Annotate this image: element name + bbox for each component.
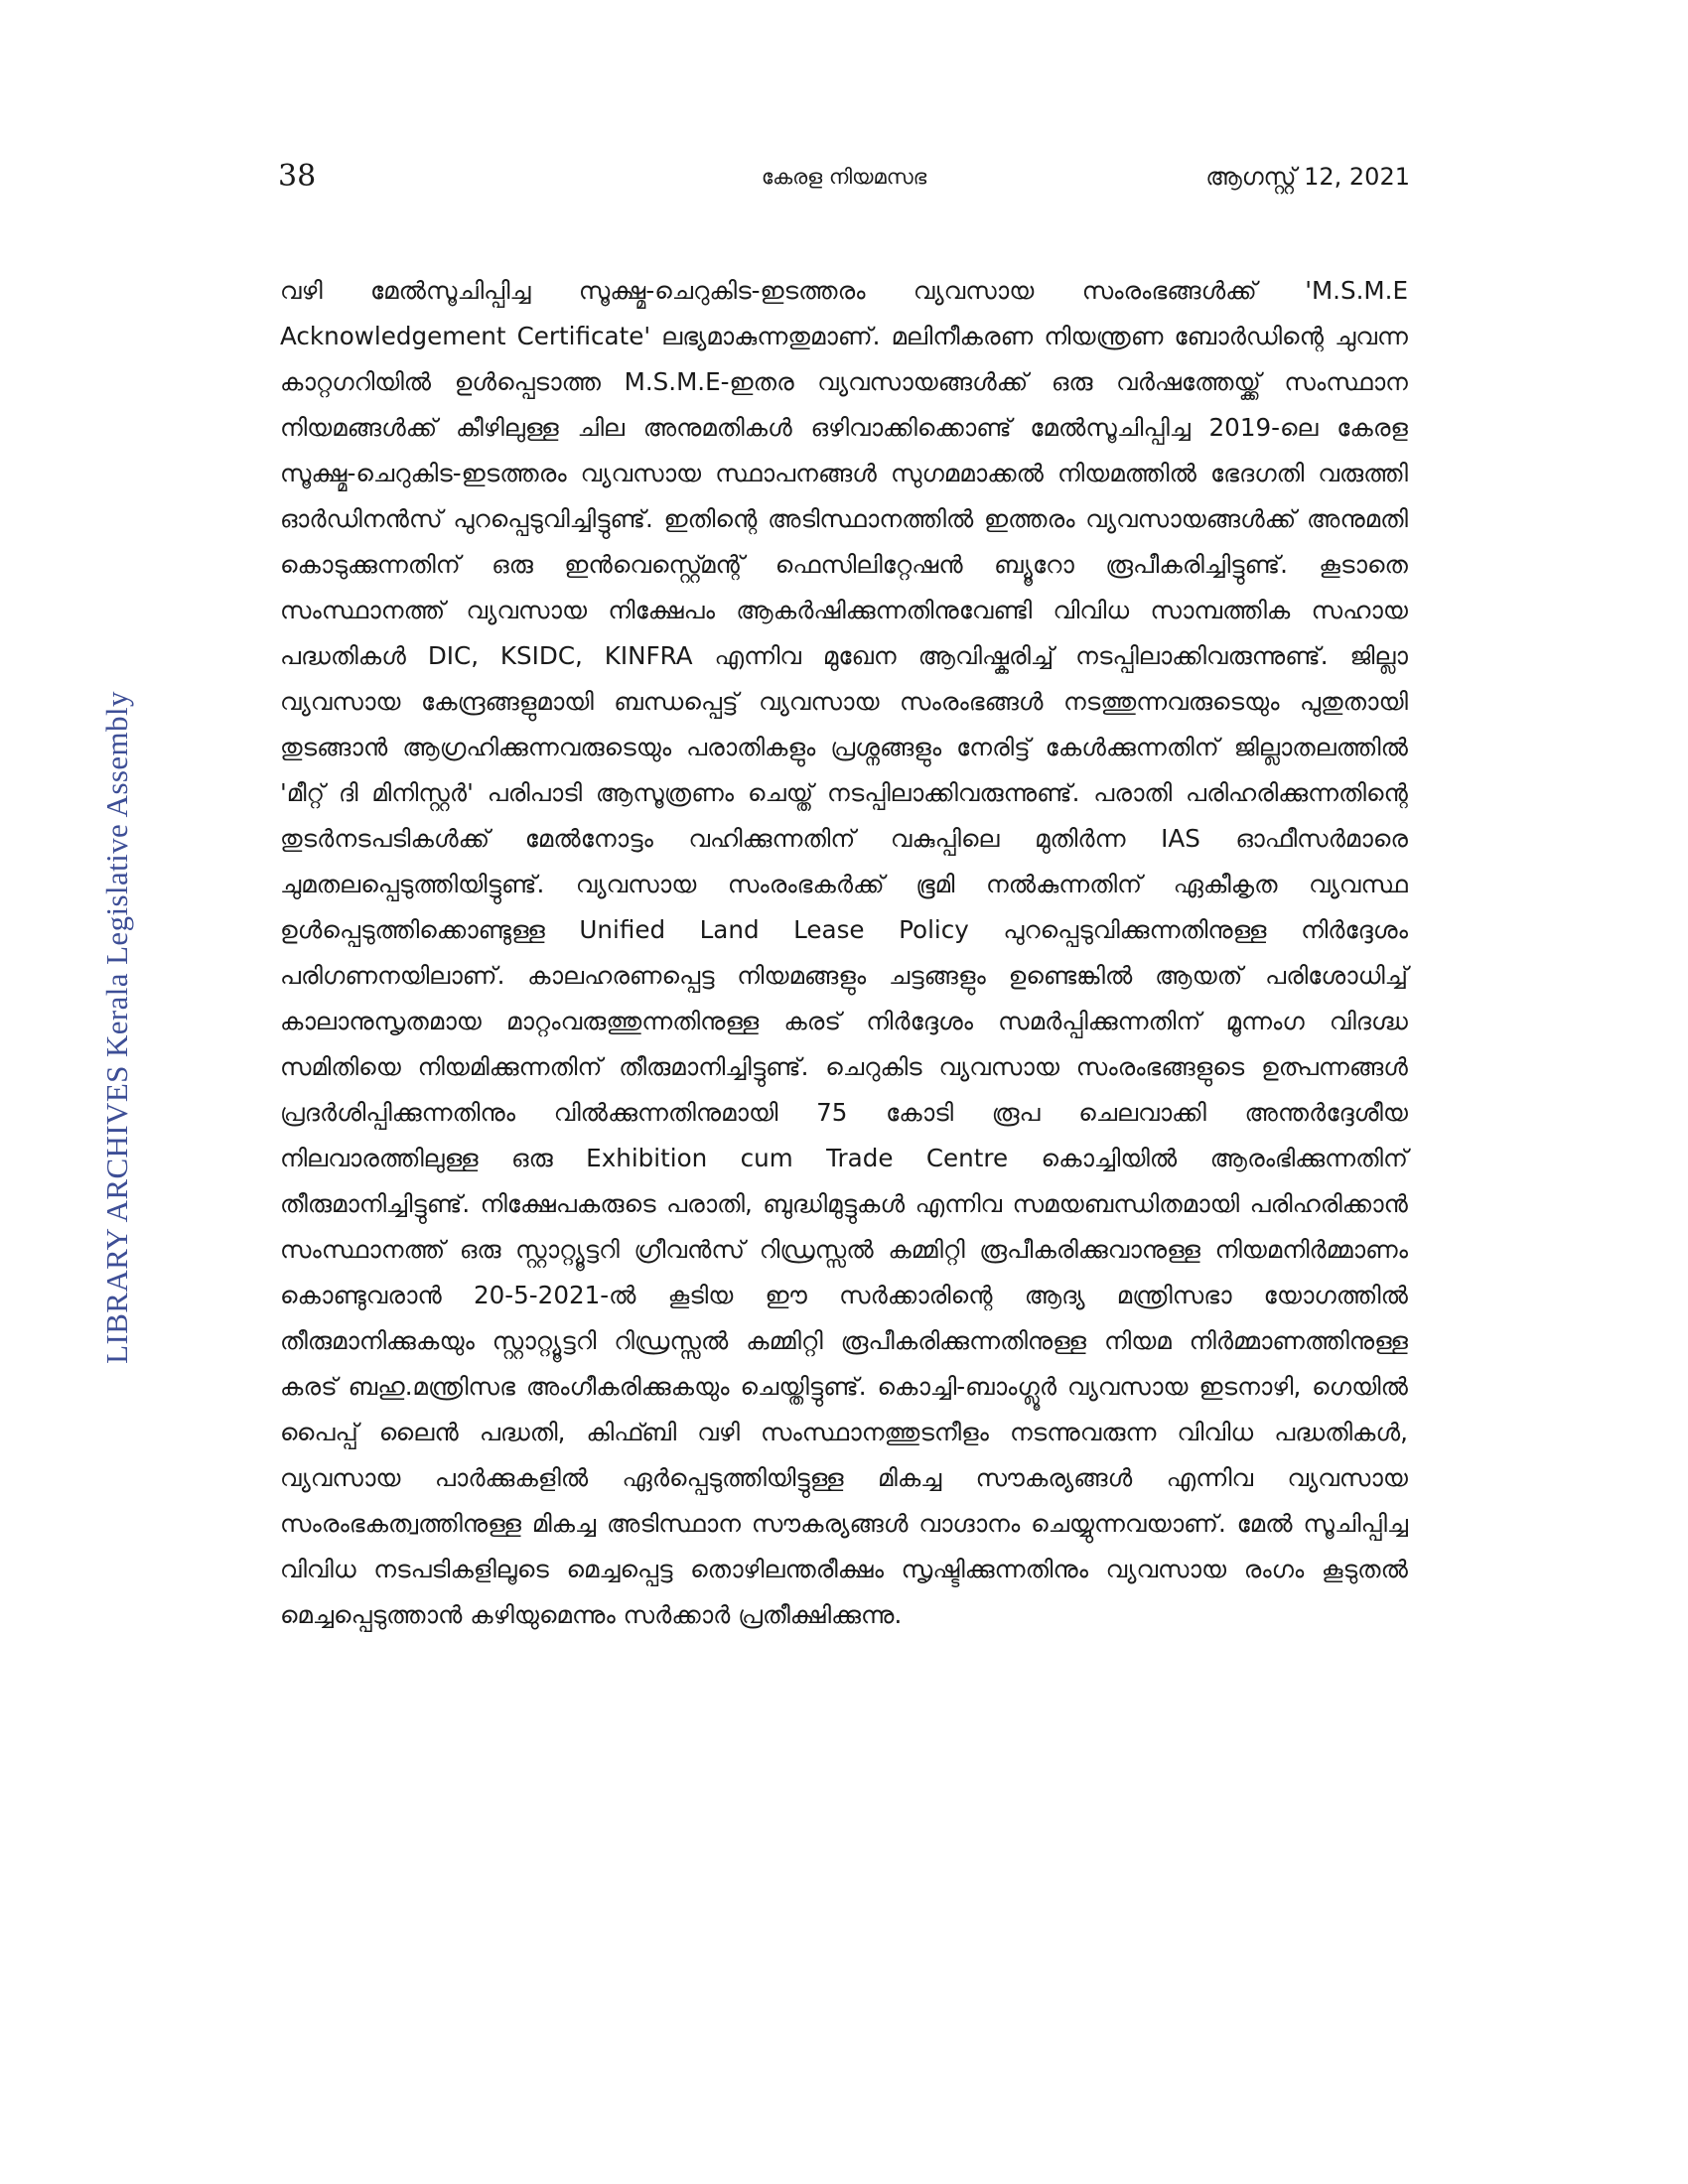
header-date: ആഗസ്റ്റ് 12, 2021 <box>1205 163 1410 191</box>
header-title: കേരള നിയമസഭ <box>761 165 927 189</box>
archive-watermark: LIBRARY ARCHIVES Kerala Legislative Assembly <box>99 691 134 1364</box>
body-paragraph: വഴി മേൽസൂചിപ്പിച്ച സൂക്ഷ്മ-ചെറുകിട-ഇടത്തരം വ്യവസായ സംരംഭങ്ങൾക്ക് 'M.S.M.E Acknowledgement Certificate' ലഭ്യമാകുന്നതുമാണ്. മലിനീകരണ നിയന്ത്രണ ബോർഡിന്റെ ചുവന്ന കാറ്റഗറിയിൽ ഉൾപ്പെടാത്ത M.S.M.E-ഇതര വ്യവസായങ്ങൾക്ക് ഒരു വർഷത്തേയ്ക്ക് സംസ്ഥാന നിയമങ്ങൾക്ക് കീഴിലുള്ള ചില അനുമതികൾ ഒഴിവാക്കിക്കൊണ്ട് മേൽസൂചിപ്പിച്ച 2019-ലെ കേരള സൂക്ഷ്മ-ചെറുകിട-ഇടത്തരം വ്യവസായ സ്ഥാപനങ്ങൾ സുഗമമാക്കൽ നിയമത്തിൽ ഭേദഗതി വരുത്തി ഓർഡിനൻസ് പുറപ്പെടുവിച്ചിട്ടുണ്ട്. ഇതിന്റെ അടിസ്ഥാനത്തിൽ ഇത്തരം വ്യവസായങ്ങൾക്ക് അനുമതി കൊടുക്കുന്നതിന് ഒരു ഇൻവെസ്റ്റ്മെന്റ് ഫെസിലിറ്റേഷൻ ബ്യൂറോ രൂപീകരിച്ചിട്ടുണ്ട്. കൂടാതെ സംസ്ഥാനത്ത് വ്യവസായ നിക്ഷേപം ആകർഷിക്കുന്നതിനുവേണ്ടി വിവിധ സാമ്പത്തിക സഹായ പദ്ധതികൾ DIC, KSIDC, KINFRA എന്നിവ മുഖേന ആവിഷ്കരിച്ച് നടപ്പിലാക്കിവരുന്നുണ്ട്. ജില്ലാ വ്യവസായ കേന്ദ്രങ്ങളുമായി ബന്ധപ്പെട്ട് വ്യവസായ സംരംഭങ്ങൾ നടത്തുന്നവരുടെയും പുതുതായി തുടങ്ങാൻ ആഗ്രഹിക്കുന്നവരുടെയും പരാതികളും പ്രശ്നങ്ങളും നേരിട്ട് കേൾക്കുന്നതിന് ജില്ലാതലത്തിൽ 'മീറ്റ് ദി മിനിസ്റ്റർ' പരിപാടി ആസൂത്രണം ചെയ്ത് നടപ്പിലാക്കിവരുന്നുണ്ട്. പരാതി പരിഹരിക്കുന്നതിന്റെ തുടർനടപടികൾക്ക് മേൽനോട്ടം വഹിക്കുന്നതിന് വകുപ്പിലെ മുതിർന്ന IAS ഓഫീസർമാരെ ചുമതലപ്പെടുത്തിയിട്ടുണ്ട്. വ്യവസായ സംരംഭകർക്ക് ഭൂമി നൽകുന്നതിന് ഏകീകൃത വ്യവസ്ഥ ഉൾപ്പെടുത്തിക്കൊണ്ടുള്ള Unified Land Lease Policy പുറപ്പെടുവിക്കുന്നതിനുള്ള നിർദ്ദേശം പരിഗണനയിലാണ്. കാലഹരണപ്പെട്ട നിയമങ്ങളും ചട്ടങ്ങളും ഉണ്ടെങ്കിൽ ആയത് പരിശോധിച്ച് കാലാനുസൃതമായ മാറ്റംവരുത്തുന്നതിനുള്ള കരട് നിർദ്ദേശം സമർപ്പിക്കുന്നതിന് മൂന്നംഗ വിദഗ്ദ്ധ സമിതിയെ നിയമിക്കുന്നതിന് തീരുമാനിച്ചിട്ടുണ്ട്. ചെറുകിട വ്യവസായ സംരംഭങ്ങളുടെ ഉത്പന്നങ്ങൾ പ്രദർശിപ്പിക്കുന്നതിനും വിൽക്കുന്നതിനുമായി 75 കോടി രൂപ ചെലവാക്കി അന്തർദ്ദേശീയ നിലവാരത്തിലുള്ള ഒരു Exhibition cum Trade Centre കൊച്ചിയിൽ ആരംഭിക്കുന്നതിന് തീരുമാനിച്ചിട്ടുണ്ട്. നിക്ഷേപകരുടെ പരാതി, ബുദ്ധിമുട്ടുകൾ എന്നിവ സമയബന്ധിതമായി പരിഹരിക്കാൻ സംസ്ഥാനത്ത് ഒരു സ്റ്റാറ്റ്യൂട്ടറി ഗ്രീവൻസ് റിഡ്രസ്സൽ കമ്മിറ്റി രൂപീകരിക്കുവാനുള്ള നിയമനിർമ്മാണം കൊണ്ടുവരാൻ 20-5-2021-ൽ കൂടിയ ഈ സർക്കാരിന്റെ ആദ്യ മന്ത്രിസഭാ യോഗത്തിൽ തീരുമാനിക്കുകയും സ്റ്റാറ്റ്യൂട്ടറി റിഡ്രസ്സൽ കമ്മിറ്റി രൂപീകരിക്കുന്നതിനുള്ള നിയമ നിർമ്മാണത്തിനുള്ള കരട് ബഹു.മന്ത്രിസഭ അംഗീകരിക്കുകയും ചെയ്തിട്ടുണ്ട്. കൊച്ചി-ബാംഗ്ലൂർ വ്യവസായ ഇടനാഴി, ഗെയിൽ പൈപ്പ് ലൈൻ പദ്ധതി, കിഫ്ബി വഴി സംസ്ഥാനത്തുടനീളം നടന്നുവരുന്ന വിവിധ പദ്ധതികൾ, വ്യവസായ പാർക്കുകളിൽ ഏർപ്പെടുത്തിയിട്ടുള്ള മികച്ച സൗകര്യങ്ങൾ എന്നിവ വ്യവസായ സംരംഭകത്വത്തിനുള്ള മികച്ച അടിസ്ഥാന സൗകര്യങ്ങൾ വാഗ്ദാനം ചെയ്യുന്നവയാണ്. മേൽ സൂചിപ്പിച്ച വിവിധ നടപടികളിലൂടെ മെച്ചപ്പെട്ട തൊഴിലന്തരീക്ഷം സൃഷ്ടിക്കുന്നതിനും വ്യവസായ രംഗം കൂടുതൽ മെച്ചപ്പെടുത്താൻ കഴിയുമെന്നും സർക്കാർ പ്രതീക്ഷിക്കുന്നു. <box>280 276 1408 1629</box>
page-number: 38 <box>278 159 317 194</box>
page-header <box>278 159 1410 208</box>
